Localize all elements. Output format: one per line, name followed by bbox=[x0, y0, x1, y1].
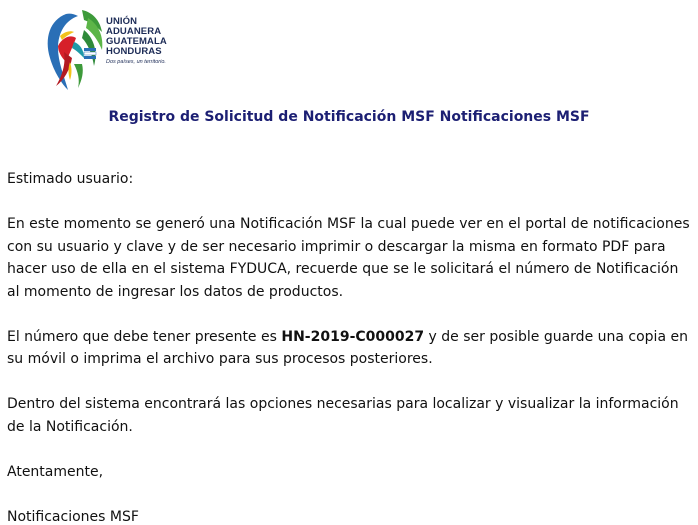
paragraph-system-options: Dentro del sistema encontrará las opciones necesarias para localizar y visualizar la información de la Notificación. bbox=[7, 396, 679, 435]
logo-tagline: Dos países, un territorio. bbox=[106, 59, 166, 65]
logo-line-1: UNIÓN bbox=[106, 16, 138, 27]
signature: Notificaciones MSF bbox=[7, 508, 139, 525]
logo-line-4: HONDURAS bbox=[106, 46, 162, 57]
paragraph-notification-info: En este momento se generó una Notificación MSF la cual puede ver en el portal de notificaciones con su usuario y clave y de ser necesario imprimir o descargar la misma en formato PDF para hacer uso de ella en el sistema FYDUCA, recuerde que se le solicitará el número de Notificación al momento de ingresar los datos de productos. bbox=[7, 216, 690, 300]
paragraph-notification-number bbox=[7, 326, 695, 371]
closing: Atentamente, bbox=[7, 463, 104, 480]
logo-line-3: GUATEMALA bbox=[106, 36, 167, 47]
greeting: Estimado usuario: bbox=[7, 171, 134, 187]
email-body bbox=[7, 168, 695, 525]
union-aduanera-logo bbox=[44, 8, 194, 92]
logo-line-2: ADUANERA bbox=[106, 26, 162, 37]
logo-emblem-icon bbox=[44, 8, 106, 92]
number-intro-text: El número que debe tener presente es bbox=[7, 328, 282, 345]
number-outro-text: y de ser posible guarde una copia en su móvil o imprima el archivo para sus procesos posteriores. bbox=[7, 328, 688, 367]
logo-wordmark bbox=[106, 17, 167, 57]
notification-number: HN-2019-C000027 bbox=[281, 328, 425, 345]
email-title: Registro de Solicitud de Notificación MSF Notificaciones MSF bbox=[108, 109, 590, 125]
